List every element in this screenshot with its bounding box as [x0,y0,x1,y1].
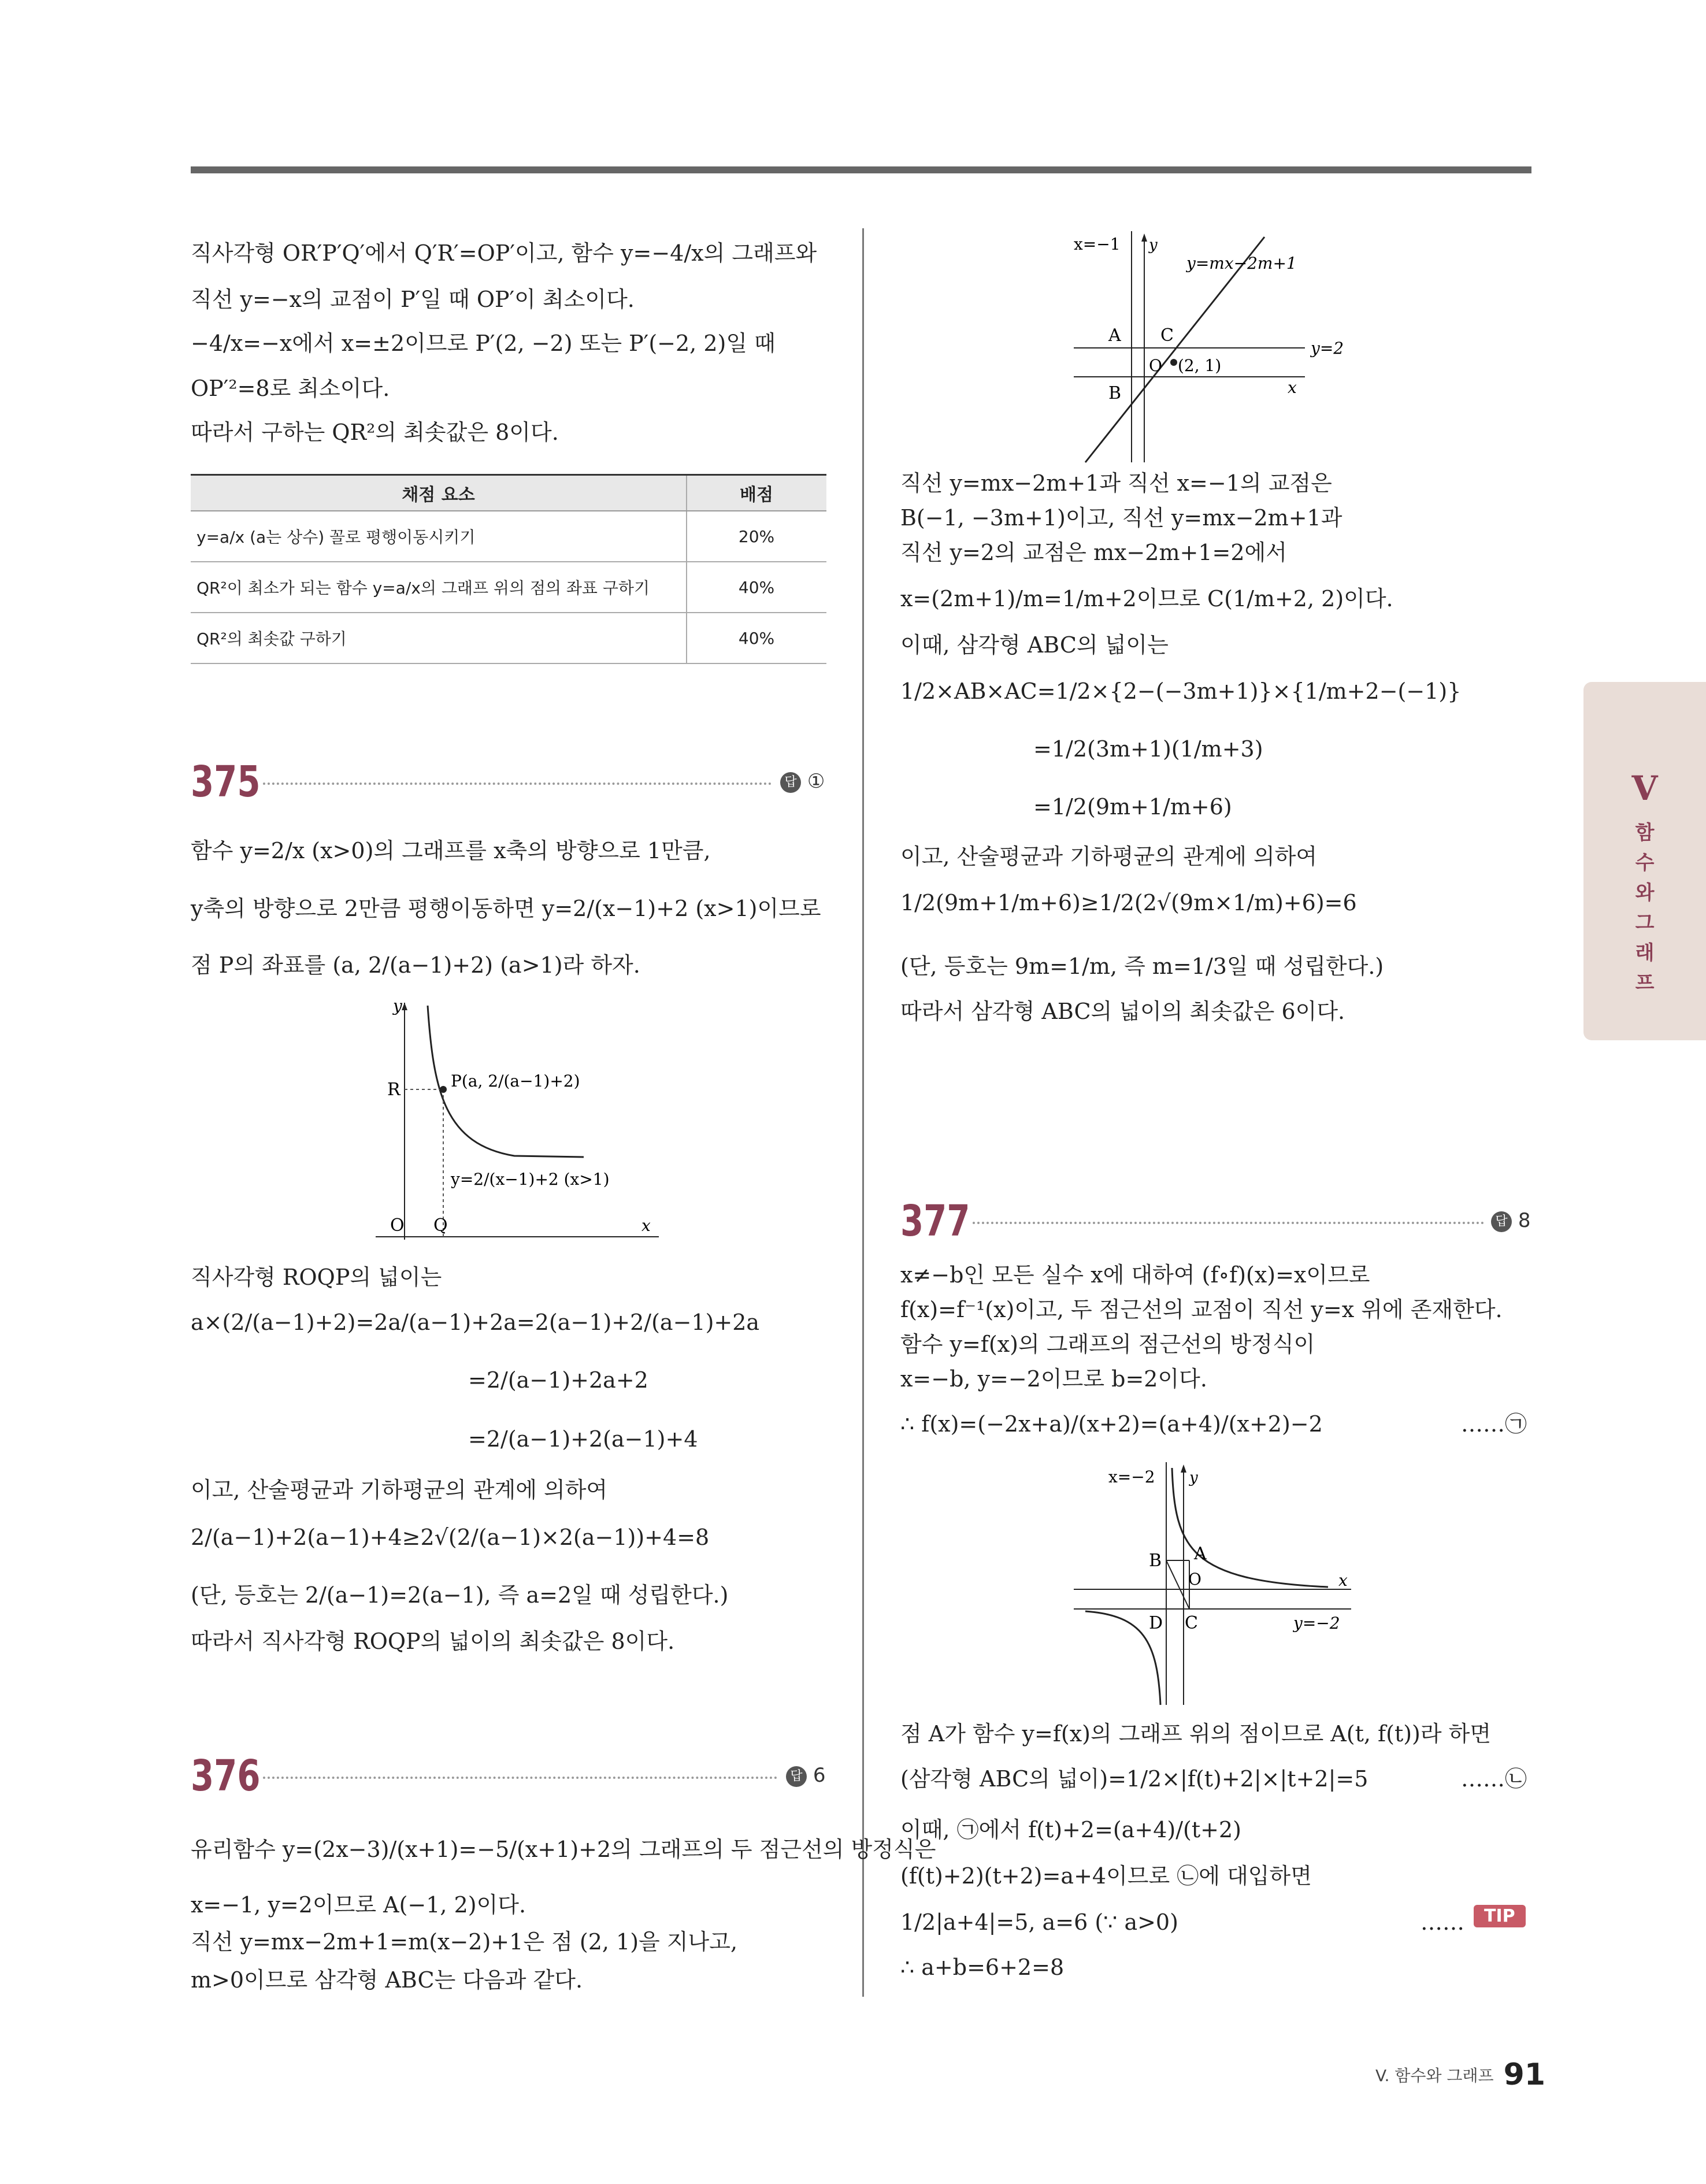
footer-section: V. 함수와 그래프 [1375,2066,1494,2085]
text-line: 직사각형 ROQP의 넓이는 [191,1265,442,1290]
text-line: 직선 y=mx−2m+1과 직선 x=−1의 교점은 [900,470,1332,496]
text-line: =1/2(3m+1)(1/m+3) [1033,736,1263,762]
table-row [191,511,826,562]
arrow-icon [1141,233,1147,242]
chapter-side-tab [1583,682,1706,1040]
chapter-title-char: 그 [1635,911,1655,935]
chapter-title-char: 프 [1635,972,1655,995]
scoring-table [191,474,826,664]
problem-number: 377 [900,1196,970,1246]
answer-label [1491,1209,1530,1232]
text-line: ……㉡ [1461,1766,1527,1792]
chapter-title [1583,818,1706,998]
page-footer [1375,2057,1546,2092]
point-label: A [1108,325,1121,346]
text-line: x=−1, y=2이므로 A(−1, 2)이다. [191,1892,526,1918]
problem-number: 376 [191,1751,261,1801]
page-number: 91 [1503,2057,1546,2092]
axis-label: x [1288,378,1297,397]
table-header: 배점 [687,475,826,511]
text-line: x=−b, y=−2이므로 b=2이다. [900,1366,1207,1392]
table-row [191,562,826,613]
text-line: 1/2(9m+1/m+6)≥1/2(2√(9m×1/m)+6)=6 [900,890,1357,915]
text-line: =2/(a−1)+2(a−1)+4 [468,1426,698,1452]
graph-376 [1074,225,1397,468]
text-line: x≠−b인 모든 실수 x에 대하여 (f∘f)(x)=x이므로 [900,1262,1370,1288]
answer-value: 8 [1518,1209,1531,1232]
point-label: O [1149,356,1162,375]
axis-label: y [393,1000,402,1015]
text-line: (f(t)+2)(t+2)=a+4이므로 ㉡에 대입하면 [900,1863,1312,1889]
point-p [440,1086,447,1093]
table-row [191,613,826,663]
answer-badge-icon: 답 [1491,1211,1512,1232]
point-label: C [1185,1613,1198,1633]
text-line: ∴ f(x)=(−2x+a)/(x+2)=(a+4)/(x+2)−2 [900,1411,1323,1437]
problem-number: 375 [191,757,261,807]
text-line: (단, 등호는 9m=1/m, 즉 m=1/3일 때 성립한다.) [900,954,1384,979]
text-line: 따라서 삼각형 ABC의 넓이의 최솟값은 6이다. [900,999,1345,1024]
text-line: 이때, ㉠에서 f(t)+2=(a+4)/(t+2) [900,1817,1241,1842]
line-label: y=2 [1311,339,1344,358]
point-label: Q [433,1215,448,1236]
line-label: x=−2 [1108,1467,1155,1486]
chapter-title-char: 와 [1635,881,1655,904]
problem-375-header [191,757,826,809]
table-cell: y=a/x (a는 상수) 꼴로 평행이동시키기 [191,511,687,562]
graph-377 [1074,1456,1374,1711]
answer-badge-icon: 답 [780,772,801,793]
text-line: f(x)=f⁻¹(x)이고, 두 점근선의 교점이 직선 y=x 위에 존재한다. [900,1297,1503,1322]
table-cell: QR²의 최솟값 구하기 [191,613,687,663]
table-cell: 40% [687,613,826,663]
point-label: O [1188,1570,1201,1589]
text-line: ……㉠ [1461,1411,1527,1437]
line-label: y=−2 [1293,1614,1340,1633]
point-label: (2, 1) [1178,356,1222,375]
top-rule [191,166,1531,173]
dotted-leader [263,1777,777,1779]
text-line: 이고, 산술평균과 기하평균의 관계에 의하여 [900,844,1318,869]
text-line: B(−1, −3m+1)이고, 직선 y=mx−2m+1과 [900,505,1342,531]
graph-375 [364,1000,665,1243]
point-label: B [1149,1551,1162,1571]
answer-label [780,770,825,793]
table-header: 채점 요소 [191,475,687,511]
text-line: =1/2(9m+1/m+6) [1033,794,1232,820]
text-line: 유리함수 y=(2x−3)/(x+1)=−5/(x+1)+2의 그래프의 두 점근선의 방정식은 [191,1837,936,1862]
dotted-leader [973,1222,1484,1224]
text-line: …… [1421,1909,1464,1935]
chapter-title-char: 래 [1635,941,1655,965]
text-line: 이고, 산술평균과 기하평균의 관계에 의하여 [191,1477,608,1503]
chapter-title-char: 수 [1635,851,1655,874]
problem-377-header [900,1196,1536,1248]
answer-label [786,1764,825,1787]
point-label: D [1149,1613,1163,1633]
text-line: a×(2/(a−1)+2)=2a/(a−1)+2a=2(a−1)+2/(a−1)+2a [191,1310,760,1335]
answer-value: 6 [813,1764,826,1787]
text-line: 따라서 직사각형 ROQP의 넓이의 최솟값은 8이다. [191,1629,675,1654]
text-line: 이때, 삼각형 ABC의 넓이는 [900,632,1169,658]
table-cell: 40% [687,562,826,613]
chapter-title-char: 함 [1635,821,1655,844]
text-line: 직사각형 OR′P′Q′에서 Q′R′=OP′이고, 함수 y=−4/x의 그래프와 [191,240,817,266]
dotted-leader [263,783,772,785]
text-line: 2/(a−1)+2(a−1)+4≥2√(2/(a−1)×2(a−1))+4=8 [191,1525,710,1550]
answer-value: ① [807,770,825,793]
text-line: 직선 y=2의 교점은 mx−2m+1=2에서 [900,540,1287,565]
line-label: x=−1 [1074,235,1121,254]
point-2-1 [1170,359,1177,366]
text-line: 1/2×AB×AC=1/2×{2−(−3m+1)}×{1/m+2−(−1)} [900,678,1462,704]
curve-label: y=2/(x−1)+2 (x>1) [451,1170,610,1189]
text-line: 직선 y=−x의 교점이 P′일 때 OP′이 최소이다. [191,287,635,312]
point-label: R [387,1080,400,1100]
text-line: x=(2m+1)/m=1/m+2이므로 C(1/m+2, 2)이다. [900,586,1393,611]
text-line: 함수 y=f(x)의 그래프의 점근선의 방정식이 [900,1332,1315,1357]
text-line: (삼각형 ABC의 넓이)=1/2×|f(t)+2|×|t+2|=5 [900,1766,1368,1792]
table-cell: QR²이 최소가 되는 함수 y=a/x의 그래프 위의 점의 좌표 구하기 [191,562,687,613]
text-line: 따라서 구하는 QR²의 최솟값은 8이다. [191,420,559,445]
problem-376-header [191,1751,826,1803]
text-line: 1/2|a+4|=5, a=6 (∵ a>0) [900,1909,1178,1935]
text-line: (단, 등호는 2/(a−1)=2(a−1), 즉 a=2일 때 성립한다.) [191,1582,729,1608]
text-line: 점 A가 함수 y=f(x)의 그래프 위의 점이므로 A(t, f(t))라 하면 [900,1721,1492,1747]
arrow-icon [402,1003,407,1010]
axis-label: y [1189,1469,1198,1486]
point-label: P(a, 2/(a−1)+2) [451,1071,580,1091]
text-line: 함수 y=2/x (x>0)의 그래프를 x축의 방향으로 1만큼, [191,838,711,863]
axis-label: x [641,1216,651,1235]
text-line: OP′²=8로 최소이다. [191,376,390,401]
text-line: 점 P의 좌표를 (a, 2/(a−1)+2) (a>1)라 하자. [191,952,640,978]
column-divider [862,228,864,1997]
text-line: −4/x=−x에서 x=±2이므로 P′(2, −2) 또는 P′(−2, 2)일 때 [191,331,776,356]
text-line: 직선 y=mx−2m+1=m(x−2)+1은 점 (2, 1)을 지나고, [191,1929,738,1955]
line-label: y=mx−2m+1 [1186,254,1297,273]
arrow-icon [1181,1464,1186,1473]
table-cell: 20% [687,511,826,562]
segment-bc [1166,1560,1189,1609]
text-line: =2/(a−1)+2a+2 [468,1367,648,1393]
text-line: m>0이므로 삼각형 ABC는 다음과 같다. [191,1967,583,1993]
text-line: ∴ a+b=6+2=8 [900,1955,1065,1980]
text-line: y축의 방향으로 2만큼 평행이동하면 y=2/(x−1)+2 (x>1)이므로 [191,896,821,921]
point-label: C [1160,325,1174,346]
point-label: A [1194,1544,1207,1564]
axis-label: y [1149,236,1158,254]
point-label: O [390,1215,405,1236]
axis-label: x [1338,1571,1348,1590]
tip-badge: TIP [1474,1905,1526,1927]
point-label: B [1108,383,1122,403]
chapter-numeral: V [1631,769,1658,808]
answer-badge-icon: 답 [786,1766,807,1787]
